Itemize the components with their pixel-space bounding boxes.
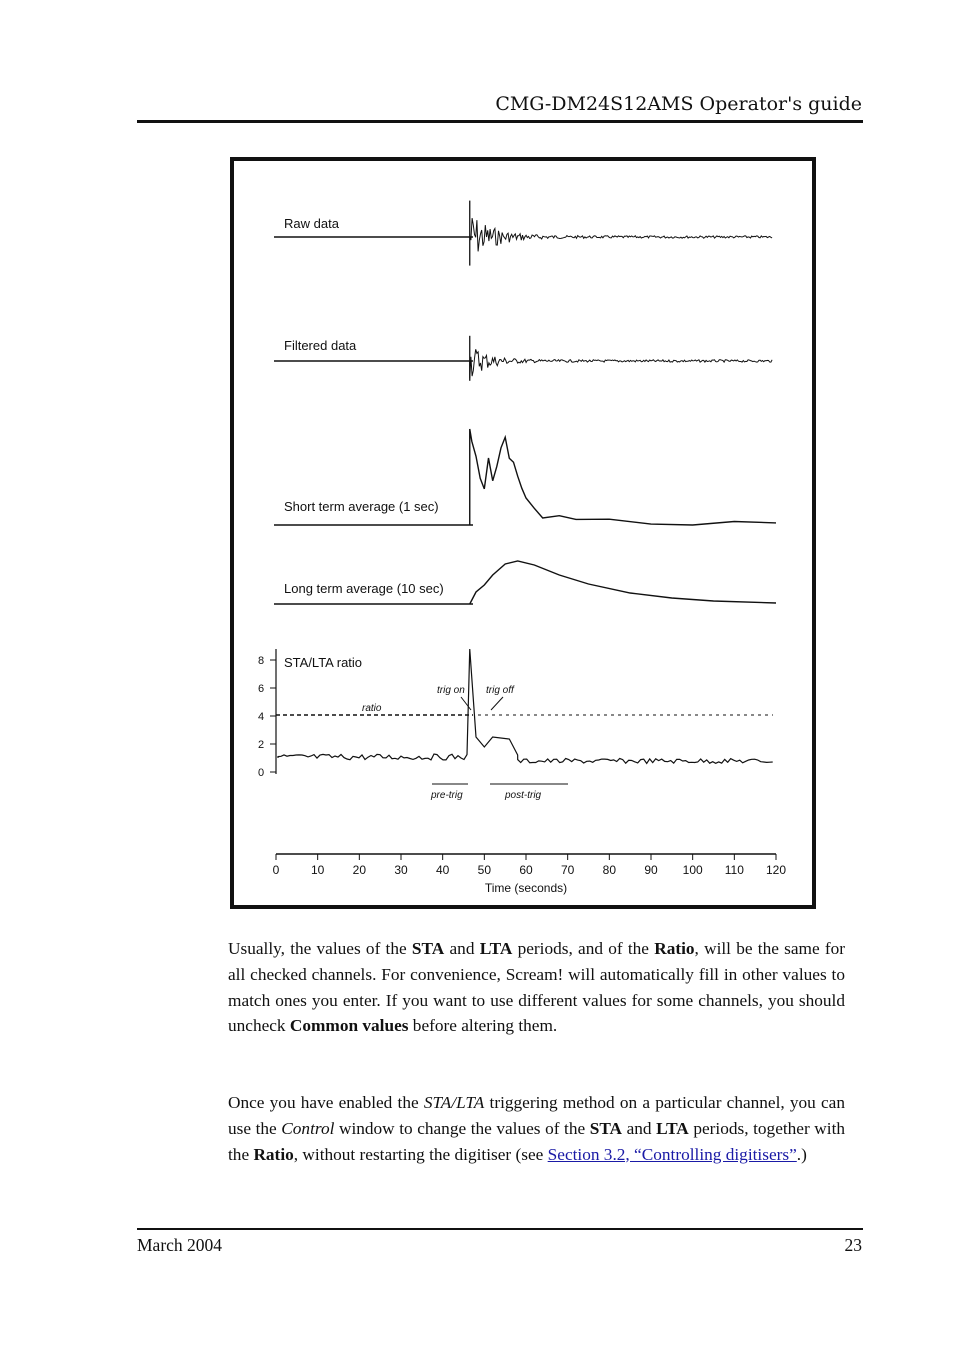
time-tick-label: 120 bbox=[765, 863, 787, 877]
time-axis-label: Time (seconds) bbox=[484, 881, 568, 895]
header-rule bbox=[137, 120, 863, 123]
running-header-title: CMG-DM24S12AMS Operator's guide bbox=[495, 93, 862, 115]
trig-off-label: trig off bbox=[486, 685, 514, 696]
time-tick-label: 0 bbox=[272, 863, 280, 877]
trace-label-ratio: STA/LTA ratio bbox=[284, 655, 363, 670]
time-tick-label: 20 bbox=[352, 863, 367, 877]
ratio-tick-label: 0 bbox=[258, 767, 265, 779]
trace-label-sta: Short term average (1 sec) bbox=[284, 499, 439, 514]
section-link[interactable]: Section 3.2, “Controlling digitisers” bbox=[547, 1144, 797, 1164]
pre-trig-label: pre-trig bbox=[431, 790, 463, 801]
ratio-tick-label: 8 bbox=[258, 655, 265, 667]
time-tick-label: 40 bbox=[435, 863, 450, 877]
trace-label-lta: Long term average (10 sec) bbox=[284, 581, 444, 596]
ratio-tick-label: 2 bbox=[258, 739, 265, 751]
time-tick-label: 90 bbox=[644, 863, 658, 877]
time-tick-label: 70 bbox=[560, 863, 575, 877]
time-tick-label: 50 bbox=[477, 863, 492, 877]
ratio-annotation: ratio bbox=[362, 703, 382, 714]
time-tick-label: 100 bbox=[682, 863, 703, 877]
paragraph-sta-lta-values: Usually, the values of the STA and LTA periods, and of the Ratio, will be the same for all checked channels. For convenience, Scream! will automatically fill in other values to match ones you enter. If you want to use different values for some channels, you should uncheck Common values before altering them. bbox=[228, 939, 846, 1036]
page-number: 23 bbox=[844, 1235, 862, 1255]
ratio-tick-label: 4 bbox=[258, 711, 265, 723]
trace-label-filtered: Filtered data bbox=[284, 338, 357, 353]
time-tick-label: 30 bbox=[394, 863, 408, 877]
sta-lta-figure bbox=[228, 157, 818, 912]
trace-label-raw: Raw data bbox=[284, 216, 339, 231]
footer-date: March 2004 bbox=[137, 1235, 223, 1255]
time-tick-label: 110 bbox=[724, 863, 744, 877]
ratio-tick-label: 6 bbox=[258, 683, 265, 695]
paragraph-control-window: Once you have enabled the STA/LTA triggering method on a particular channel, you can use the Control window to change the values of the STA and LTA periods, together with the Ratio, without restarting the digitiser (see Section 3.2, “Controlling digitisers”.) bbox=[228, 1093, 846, 1164]
post-trig-label: post-trig bbox=[505, 790, 542, 801]
trig-on-label: trig on bbox=[437, 685, 465, 696]
time-tick-label: 10 bbox=[310, 863, 325, 877]
time-tick-label: 60 bbox=[519, 863, 533, 877]
time-tick-label: 80 bbox=[602, 863, 617, 877]
footer-rule bbox=[137, 1228, 863, 1230]
